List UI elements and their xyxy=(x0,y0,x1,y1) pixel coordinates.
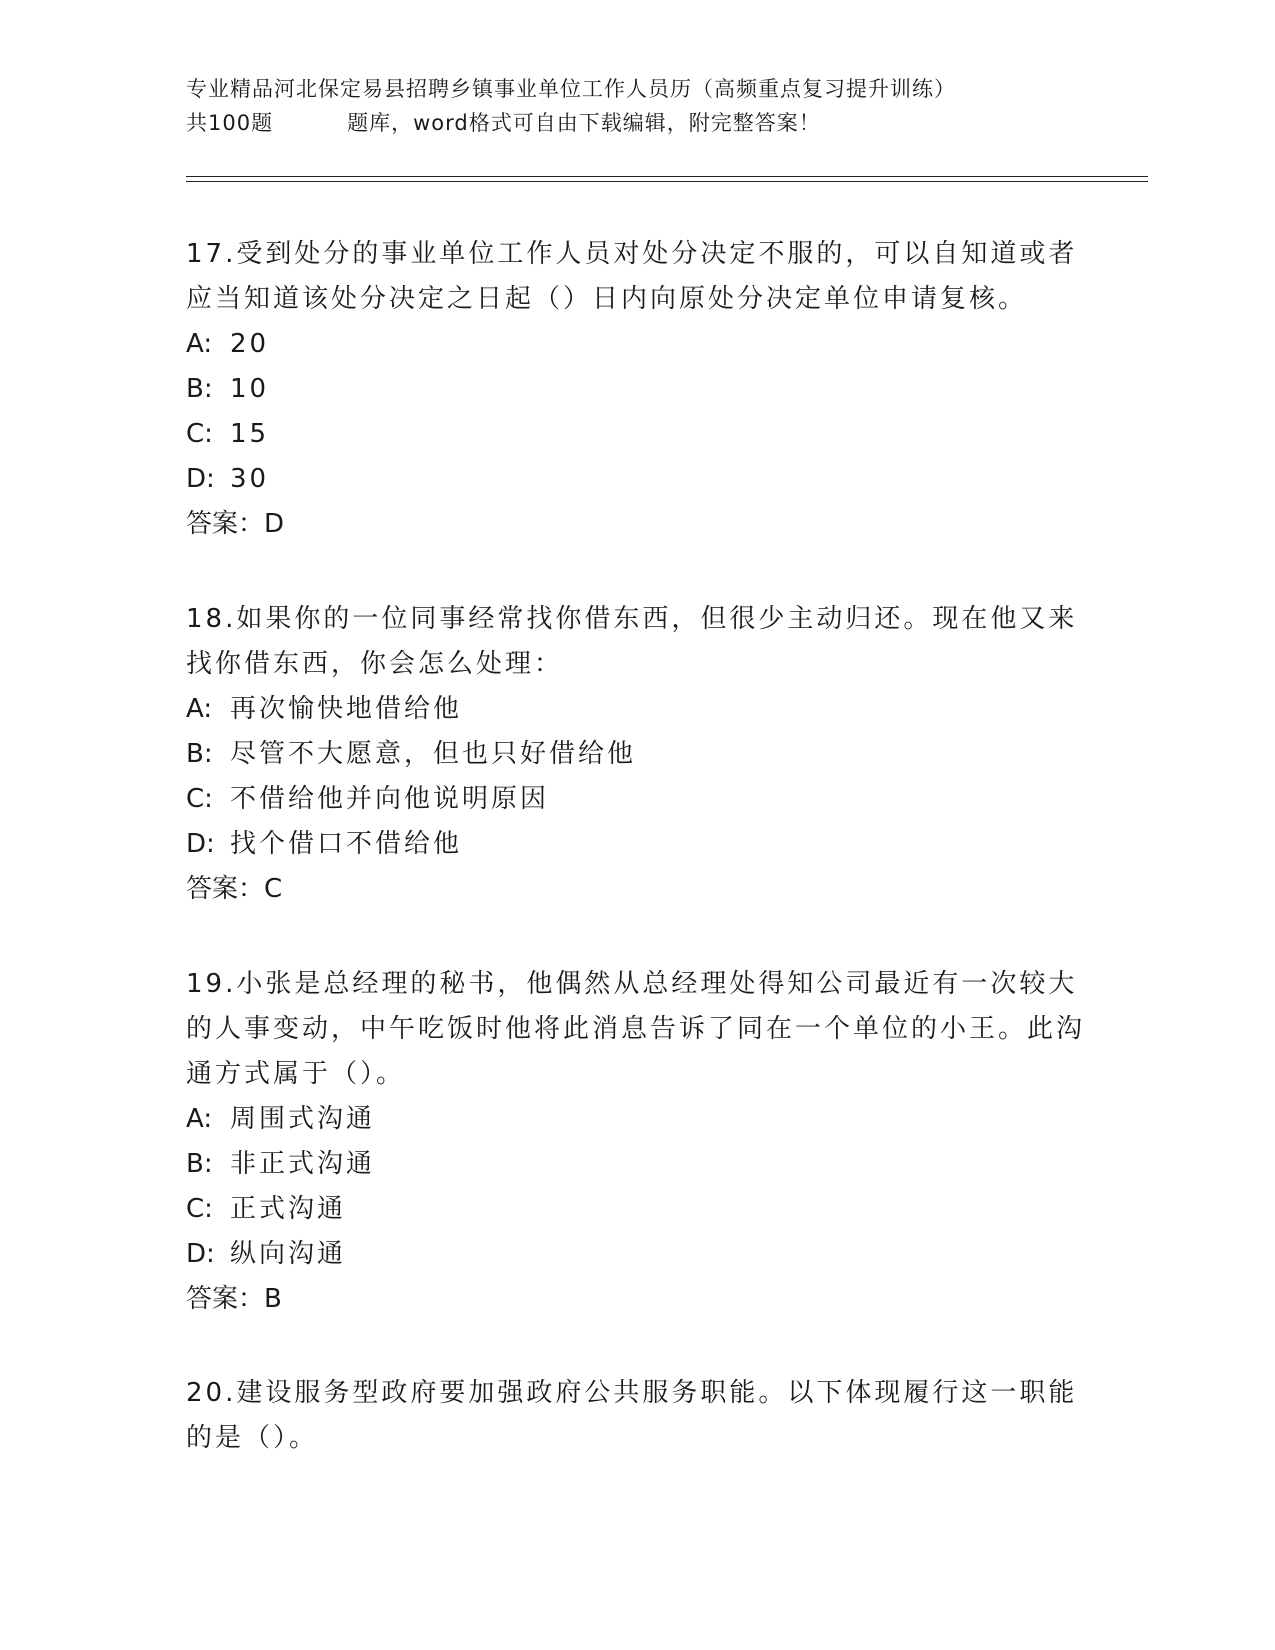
option-a xyxy=(186,322,1086,367)
option-b xyxy=(186,367,1086,412)
option-text: 非正式沟通 xyxy=(230,1149,376,1179)
option-text: 尽管不大愿意，但也只好借给他 xyxy=(230,739,637,769)
question-stem: 18.如果你的一位同事经常找你借东西，但很少主动归还。现在他又来找你借东西，你会怎么处理： xyxy=(186,604,1078,679)
option-key: D: xyxy=(186,1239,215,1269)
option-key: D: xyxy=(186,464,215,494)
option-b xyxy=(186,732,1086,777)
option-text: 15 xyxy=(230,419,270,449)
option-text: 20 xyxy=(230,329,270,359)
option-d xyxy=(186,1232,1086,1277)
option-text: 10 xyxy=(230,374,270,404)
option-key: B: xyxy=(186,739,213,769)
option-text: 不借给他并向他说明原因 xyxy=(230,784,550,814)
option-text: 再次愉快地借给他 xyxy=(230,694,463,724)
question-17 xyxy=(186,232,1086,547)
question-stem: 17.受到处分的事业单位工作人员对处分决定不服的，可以自知道或者应当知道该处分决定之日起（）日内向原处分决定单位申请复核。 xyxy=(186,239,1078,314)
question-stem: 20.建设服务型政府要加强政府公共服务职能。以下体现履行这一职能的是（）。 xyxy=(186,1378,1078,1453)
header-divider-top xyxy=(186,176,1148,177)
option-text: 30 xyxy=(230,464,270,494)
header-divider-bottom xyxy=(186,181,1148,182)
option-key: A: xyxy=(186,694,213,724)
option-text: 正式沟通 xyxy=(230,1194,347,1224)
option-text: 纵向沟通 xyxy=(230,1239,347,1269)
option-d xyxy=(186,822,1086,867)
header-question-count: 共100题 xyxy=(186,111,274,135)
option-key: C: xyxy=(186,1194,213,1224)
header-subtitle xyxy=(186,106,1086,140)
option-text: 找个借口不借给他 xyxy=(230,829,463,859)
option-c xyxy=(186,1187,1086,1232)
question-stem: 19.小张是总经理的秘书，他偶然从总经理处得知公司最近有一次较大的人事变动，中午吃饭时他将此消息告诉了同在一个单位的小王。此沟通方式属于（）。 xyxy=(186,969,1086,1089)
option-key: A: xyxy=(186,1104,213,1134)
document-header xyxy=(186,72,1086,140)
option-d xyxy=(186,457,1086,502)
answer-line: 答案：D xyxy=(186,509,285,539)
question-19 xyxy=(186,962,1086,1322)
option-c xyxy=(186,777,1086,822)
question-18 xyxy=(186,597,1086,912)
option-key: B: xyxy=(186,1149,213,1179)
header-title: 专业精品河北保定易县招聘乡镇事业单位工作人员历（高频重点复习提升训练） xyxy=(186,77,956,101)
option-key: C: xyxy=(186,784,213,814)
header-description: 题库，word格式可自由下载编辑，附完整答案！ xyxy=(347,111,821,135)
option-key: A: xyxy=(186,329,213,359)
option-text: 周围式沟通 xyxy=(230,1104,376,1134)
option-key: C: xyxy=(186,419,213,449)
answer-line: 答案：C xyxy=(186,874,283,904)
option-a xyxy=(186,687,1086,732)
option-c xyxy=(186,412,1086,457)
option-key: D: xyxy=(186,829,215,859)
answer-line: 答案：B xyxy=(186,1284,282,1314)
question-20 xyxy=(186,1371,1086,1461)
option-b xyxy=(186,1142,1086,1187)
option-key: B: xyxy=(186,374,213,404)
option-a xyxy=(186,1097,1086,1142)
